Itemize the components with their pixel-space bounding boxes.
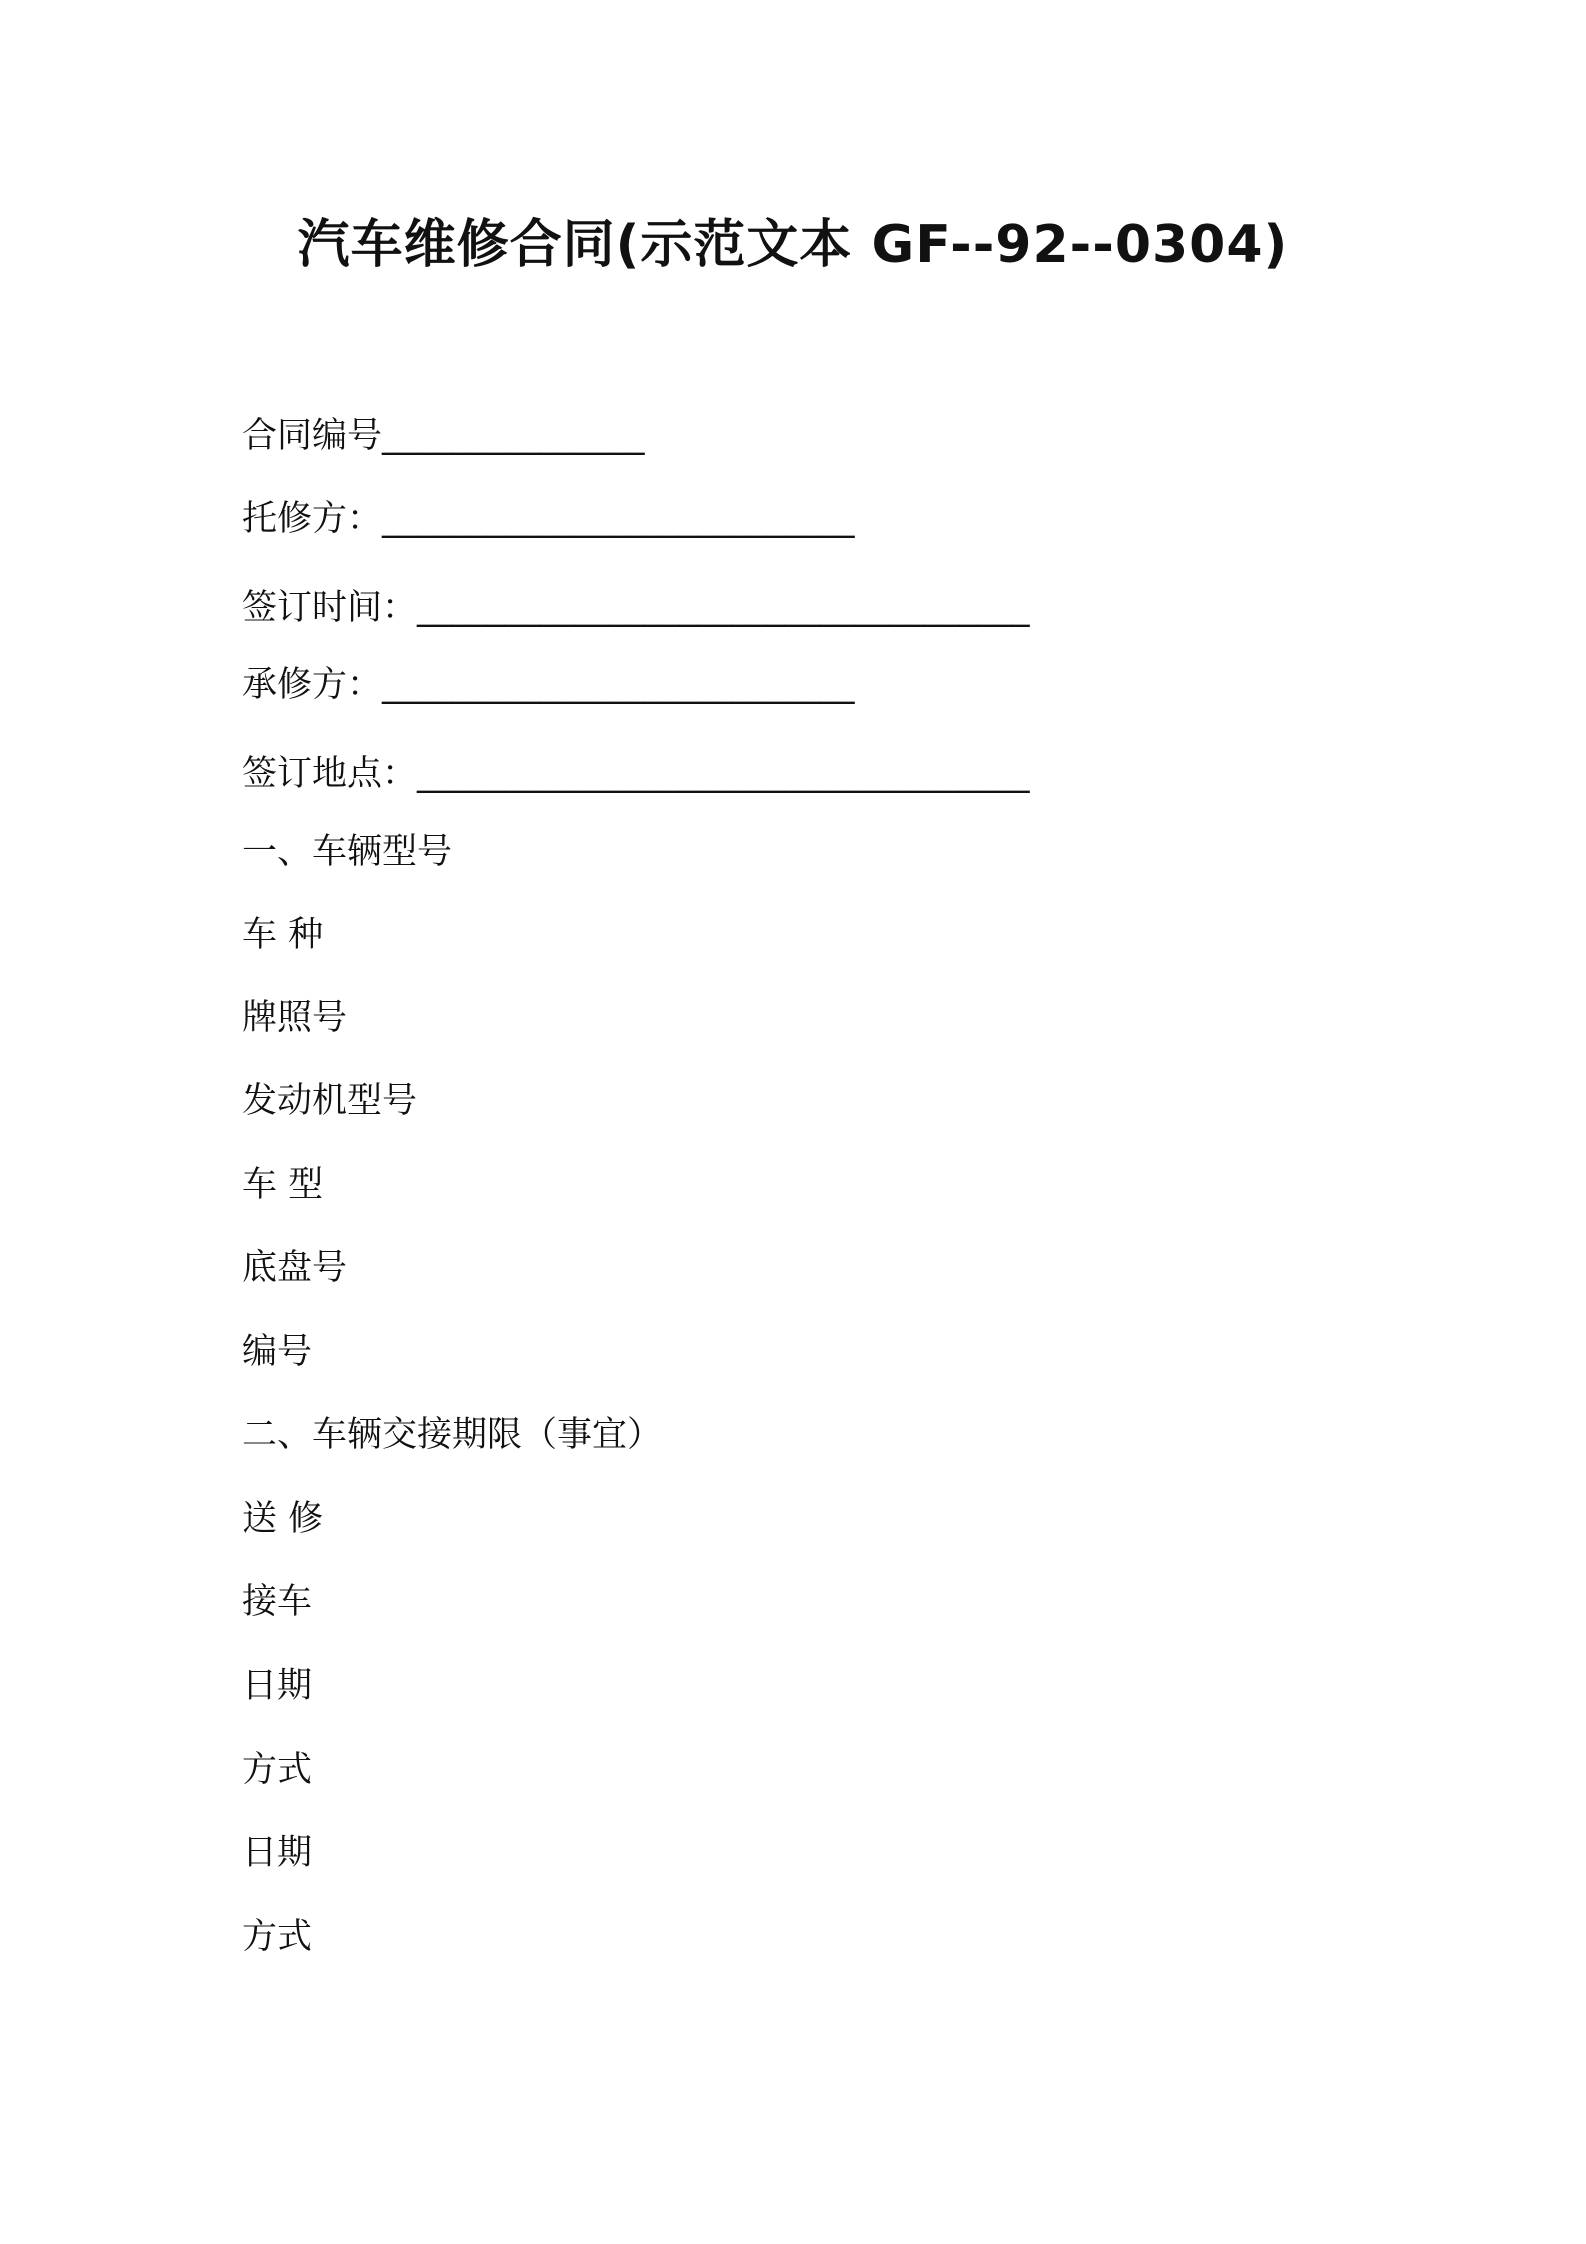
client-party-label: 托修方：	[242, 499, 383, 539]
section-1-item: 车 型	[242, 1165, 324, 1205]
section-1-heading: 一、车辆型号	[242, 832, 453, 872]
signing-place-label: 签订地点：	[242, 754, 418, 794]
contract-number-label: 合同编号	[242, 416, 383, 456]
repair-party-field	[242, 663, 855, 707]
section-1-item: 车 种	[242, 915, 324, 955]
section-1-item: 底盘号	[242, 1248, 348, 1288]
client-party-blank: ___________________________	[382, 499, 855, 539]
section-2-item: 方式	[242, 1750, 313, 1790]
section-1-item: 编号	[242, 1332, 313, 1372]
contract-number-blank: _______________	[382, 416, 645, 456]
section-2-item: 日期	[242, 1666, 313, 1706]
contract-number-field	[242, 414, 645, 458]
section-1-item: 牌照号	[242, 998, 348, 1038]
repair-party-label: 承修方：	[242, 665, 383, 705]
signing-place-field	[242, 752, 1030, 796]
signing-time-field	[242, 586, 1030, 630]
section-2-heading: 二、车辆交接期限（事宜）	[242, 1415, 663, 1455]
section-1-item: 发动机型号	[242, 1081, 418, 1121]
section-2-item: 送 修	[242, 1499, 324, 1539]
section-2-item: 接车	[242, 1582, 313, 1622]
section-2-item: 方式	[242, 1917, 313, 1957]
document-title: 汽车维修合同(示范文本 GF--92--0304)	[297, 215, 1289, 275]
signing-place-blank: ___________________________________	[417, 754, 1030, 794]
signing-time-label: 签订时间：	[242, 588, 418, 628]
signing-time-blank: ___________________________________	[417, 588, 1030, 628]
repair-party-blank: ___________________________	[382, 665, 855, 705]
section-2-item: 日期	[242, 1833, 313, 1873]
client-party-field	[242, 497, 855, 541]
